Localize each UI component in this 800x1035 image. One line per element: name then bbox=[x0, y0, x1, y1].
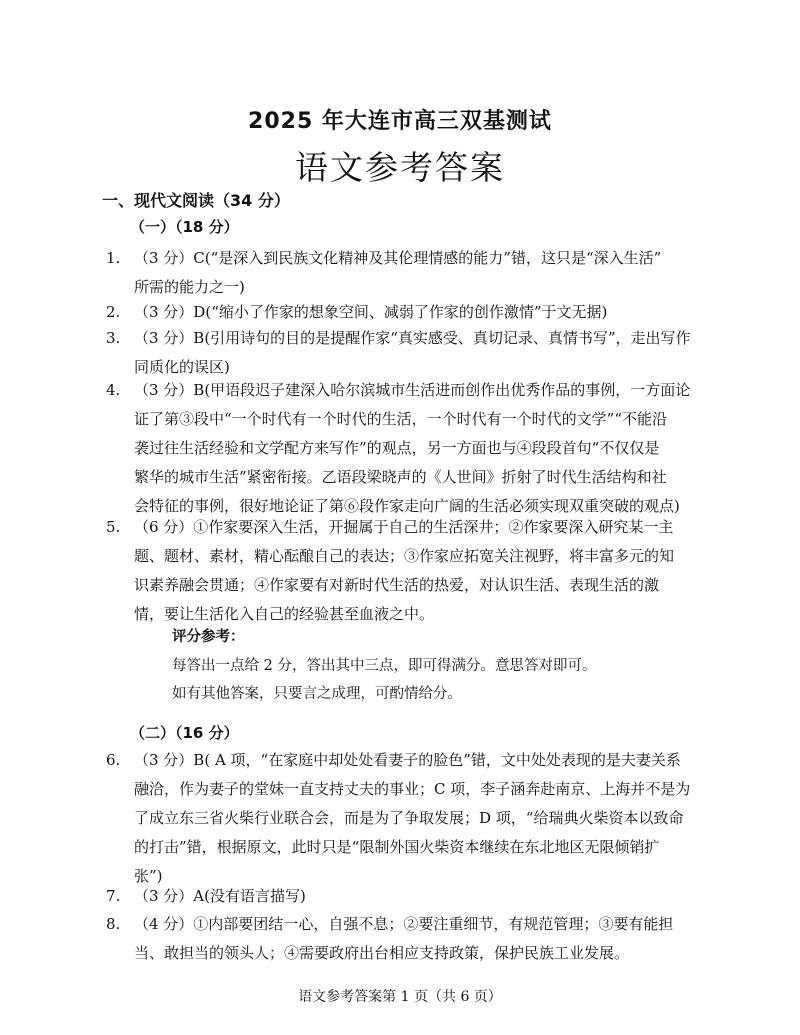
answer-line: 的打击”错，根据原文，此时只是“限制外国火柴资本继续在东北地区无限倾销扩 bbox=[134, 838, 660, 856]
page-footer: 语文参考答案第 1 页（共 6 页） bbox=[298, 989, 502, 1005]
answer-line: 了成立东三省火柴行业联合会，而是为了争取发展；D 项，“给瑞典火柴资本以致命 bbox=[134, 809, 684, 827]
answer-line: 会特征的事例，很好地论证了第⑥段作家走向广阔的生活必须实现双重突破的观点) bbox=[134, 497, 680, 515]
answer-line: （3 分）B(引用诗句的目的是提醒作家“真实感受、真切记录、真情书写”，走出写作 bbox=[134, 329, 691, 347]
answer-line: 识素养融会贯通；④作家要有对新时代生活的热爱，对认识生活、表现生活的激 bbox=[134, 576, 660, 594]
document-subtitle: 语文参考答案 bbox=[295, 148, 505, 187]
scoring-rule-line: 如有其他答案，只要言之成理，可酌情给分。 bbox=[172, 686, 462, 702]
part-heading-2: （二）（16 分） bbox=[130, 724, 239, 742]
question-number: 8. bbox=[106, 915, 121, 933]
answer-line: （3 分）B(甲语段迟子建深入哈尔滨城市生活进而创作出优秀作品的事例，一方面论 bbox=[134, 381, 691, 399]
answer-line: （3 分）C(“是深入到民族文化精神及其伦理情感的能力”错，这只是“深入生活” bbox=[134, 249, 662, 267]
answer-line: 所需的能力之一) bbox=[134, 278, 245, 296]
answer-line: （4 分）①内部要团结一心，自强不息；②要注重细节，有规范管理；③要有能担 bbox=[134, 915, 674, 933]
question-number: 2. bbox=[106, 303, 121, 321]
answer-line: （3 分）B( A 项，“在家庭中却处处看妻子的脸色”错，文中处处表现的是夫妻关系 bbox=[134, 751, 681, 769]
answer-line: 袭过往生活经验和文学配方来写作”的观点，另一方面也与④段段首句“不仅仅是 bbox=[134, 439, 660, 457]
question-number: 1. bbox=[106, 249, 121, 267]
question-number: 5. bbox=[106, 518, 121, 536]
answer-line: （6 分）①作家要深入生活，开掘属于自己的生活深井；②作家要深入研究某一主 bbox=[134, 518, 674, 536]
answer-line: 繁华的城市生活”紧密衔接。乙语段梁晓声的《人世间》折射了时代生活结构和社 bbox=[134, 468, 667, 486]
answer-line: 当、敢担当的领头人；④需要政府出台相应支持政策，保护民族工业发展。 bbox=[134, 944, 630, 962]
answer-line: 情，要让生活化入自己的经验甚至血液之中。 bbox=[134, 605, 435, 623]
exam-title: 2025 年大连市高三双基测试 bbox=[248, 109, 552, 134]
answer-line: 证了第③段中“一个时代有一个时代的生活，一个时代有一个时代的文学”“不能沿 bbox=[134, 410, 668, 428]
answer-line: 融洽，作为妻子的堂妹一直支持丈夫的事业；C 项，李子涵奔赴南京、上海并不是为 bbox=[134, 780, 691, 798]
answer-line: （3 分）A(没有语言描写) bbox=[134, 887, 306, 905]
question-number: 4. bbox=[106, 381, 121, 399]
answer-line: （3 分）D(“缩小了作家的想象空间、减弱了作家的创作激情”于文无据) bbox=[134, 303, 608, 321]
question-number: 7. bbox=[106, 887, 121, 905]
answer-line: 张”) bbox=[134, 867, 163, 885]
question-number: 6. bbox=[106, 751, 121, 769]
section-heading-modern-reading: 一、现代文阅读（34 分） bbox=[102, 191, 290, 210]
answer-line: 同质化的误区) bbox=[134, 358, 230, 376]
scoring-rule-line: 每答出一点给 2 分，答出其中三点，即可得满分。意思答对即可。 bbox=[172, 658, 597, 674]
answer-line: 题、题材、素材，精心酝酿自己的表达；③作家应拓宽关注视野，将丰富多元的知 bbox=[134, 547, 675, 565]
scoring-reference-heading: 评分参考： bbox=[172, 629, 245, 645]
question-number: 3. bbox=[106, 329, 121, 347]
part-heading-1: （一）（18 分） bbox=[130, 218, 239, 236]
